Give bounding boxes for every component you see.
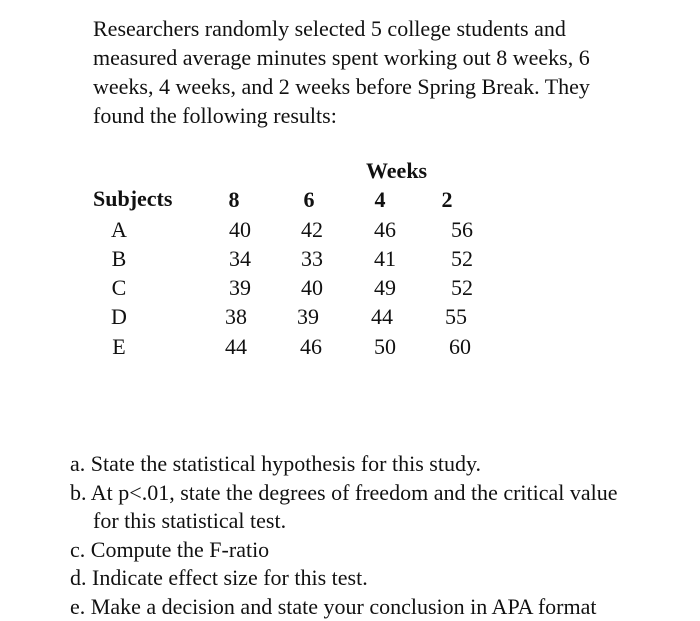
table-cell: 39 [283,303,333,331]
table-cell: 41 [360,245,410,273]
table-cell: 60 [435,333,485,361]
week-header-8: 8 [209,186,259,214]
question-item: d. Indicate effect size for this test. [70,564,695,593]
question-item: a. State the statistical hypothesis for this study. [70,450,695,479]
week-header-6: 6 [284,186,334,214]
question-item: e. Make a decision and state your conclusion in APA format [70,593,695,621]
table-cell: 55 [431,303,481,331]
table-cell: 33 [287,245,337,273]
table-cell: 49 [360,274,410,302]
table-cell: 40 [287,274,337,302]
table-cell: 39 [215,274,265,302]
subject-label: B [94,245,144,273]
table-cell: 40 [215,216,265,244]
week-header-4: 4 [355,186,405,214]
problem-statement [93,14,663,130]
table-cell: 42 [287,216,337,244]
question-item: b. At p<.01, state the degrees of freedom and the critical value [70,479,695,508]
table-cell: 56 [437,216,487,244]
statement-line: weeks, 4 weeks, and 2 weeks before Spring Break. They [93,72,663,101]
subject-label: A [94,216,144,244]
statement-line: Researchers randomly selected 5 college students and [93,14,663,43]
question-list [70,450,695,621]
statement-line: found the following results: [93,101,663,130]
table-cell: 50 [360,333,410,361]
subject-label: C [94,274,144,302]
table-cell: 38 [211,303,261,331]
table-cell: 44 [211,333,261,361]
table-cell: 46 [360,216,410,244]
table-cell: 46 [286,333,336,361]
table-cell: 52 [437,274,487,302]
statement-line: measured average minutes spent working out 8 weeks, 6 [93,43,663,72]
question-item: c. Compute the F-ratio [70,536,695,565]
week-header-2: 2 [422,186,472,214]
subject-label: D [94,303,144,331]
table-cell: 34 [215,245,265,273]
question-item-continuation: for this statistical test. [70,507,695,536]
weeks-group-header: Weeks [366,158,427,184]
table-cell: 52 [437,245,487,273]
table-cell: 44 [357,303,407,331]
subject-label: E [94,333,144,361]
subjects-column-header: Subjects [93,186,172,212]
